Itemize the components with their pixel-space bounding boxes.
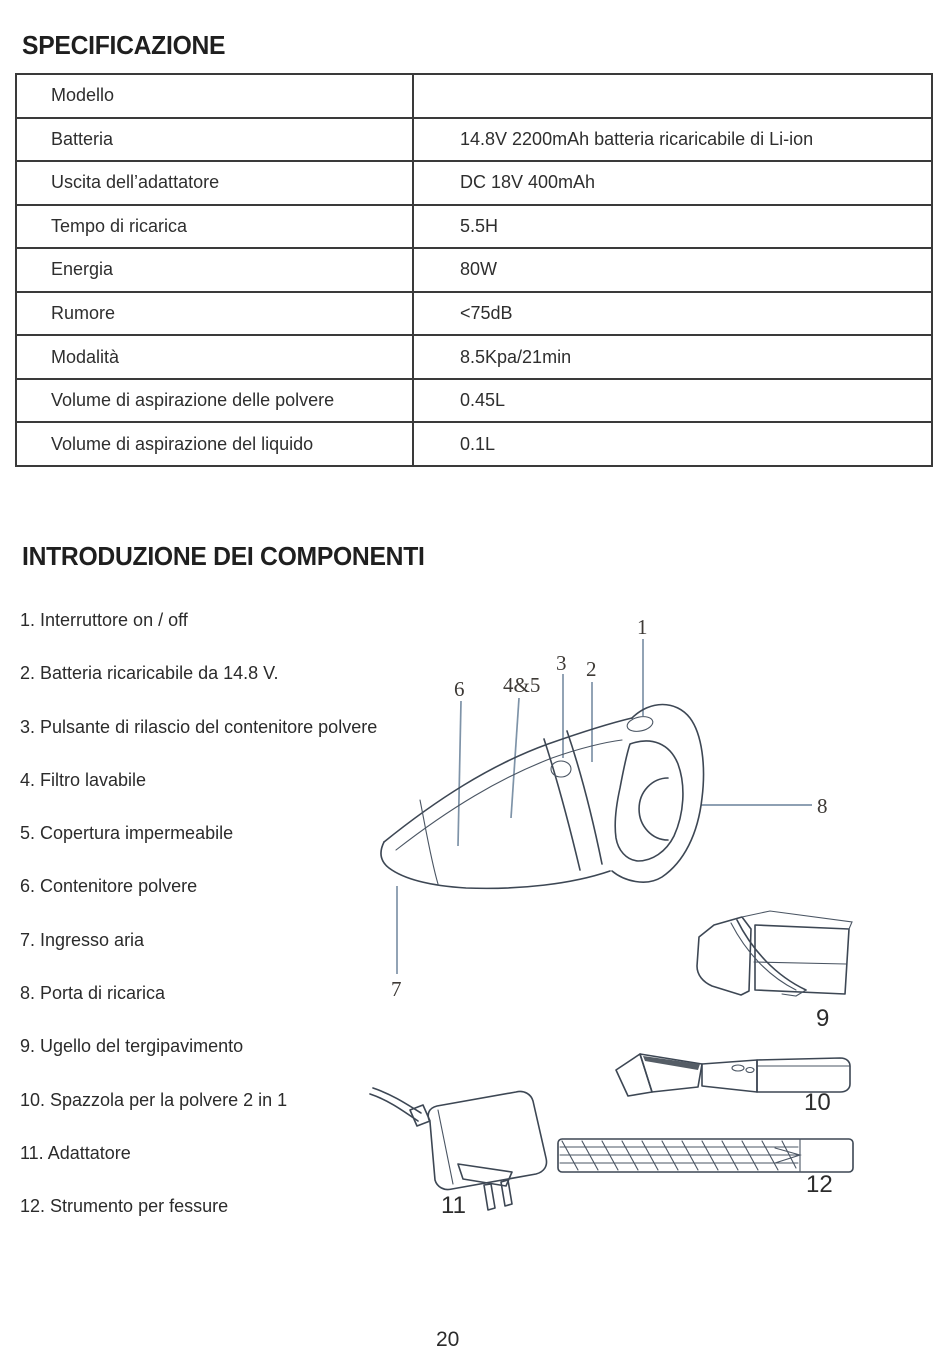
spec-row: [16, 74, 932, 118]
spec-label-cell: Energia: [16, 248, 413, 292]
spec-row: [16, 292, 932, 336]
vacuum-body-outline: [381, 705, 703, 889]
callout-11: 11: [441, 1192, 466, 1219]
spec-value-cell: 0.1L: [413, 422, 932, 466]
component-item: 10. Spazzola per la polvere 2 in 1: [20, 1089, 288, 1110]
spec-value-cell: 0.45L: [413, 379, 932, 423]
power-switch-illustration: [626, 714, 654, 733]
spec-label-cell: Rumore: [16, 292, 413, 336]
callout-12: 12: [806, 1171, 833, 1198]
spec-label-cell: Uscita dell’adattatore: [16, 161, 413, 205]
squeegee-nozzle-illustration: [685, 900, 870, 1012]
component-item: 4. Filtro lavabile: [20, 769, 147, 790]
spec-label-cell: Volume di aspirazione delle polvere: [16, 379, 413, 423]
spec-row: [16, 205, 932, 249]
spec-row: [16, 379, 932, 423]
component-item: 7. Ingresso aria: [20, 929, 145, 950]
callout-4-5: 4&5: [503, 673, 541, 697]
component-item: 6. Contenitore polvere: [20, 876, 198, 897]
callout-8: 8: [817, 794, 828, 818]
components-section-title: INTRODUZIONE DEI COMPONENTI: [22, 541, 425, 571]
callout-6: 6: [454, 677, 465, 701]
component-item: 2. Batteria ricaricabile da 14.8 V.: [20, 663, 279, 684]
spec-row: [16, 422, 932, 466]
component-item: 9. Ugello del tergipavimento: [20, 1036, 244, 1057]
spec-row: [16, 248, 932, 292]
component-item: 1. Interruttore on / off: [20, 610, 188, 630]
spec-table: [15, 73, 933, 467]
spec-value-cell: 5.5H: [413, 205, 932, 249]
component-list: [20, 594, 377, 1234]
page-number: 20: [436, 1328, 460, 1351]
callout-9: 9: [816, 1005, 830, 1032]
spec-label-cell: Modello: [16, 74, 413, 118]
spec-value-cell: 14.8V 2200mAh batteria ricaricabile di Li-ion: [413, 118, 932, 162]
component-item: 12. Strumento per fessure: [20, 1196, 229, 1217]
spec-value-cell: [413, 74, 932, 118]
component-item: 3. Pulsante di rilascio del contenitore polvere: [20, 716, 378, 737]
spec-value-cell: DC 18V 400mAh: [413, 161, 932, 205]
spec-value-cell: <75dB: [413, 292, 932, 336]
spec-value-cell: 80W: [413, 248, 932, 292]
callout-1: 1: [637, 615, 648, 639]
spec-label-cell: Tempo di ricarica: [16, 205, 413, 249]
callout-7: 7: [391, 977, 402, 1001]
component-item: 11. Adattatore: [20, 1142, 131, 1163]
callout-2: 2: [586, 657, 597, 681]
spec-section-title: SPECIFICAZIONE: [22, 30, 226, 60]
spec-row: [16, 118, 932, 162]
component-item: 8. Porta di ricarica: [20, 983, 166, 1004]
callout-3: 3: [556, 651, 567, 675]
spec-value-cell: 8.5Kpa/21min: [413, 335, 932, 379]
callout-10: 10: [804, 1089, 831, 1116]
spec-label-cell: Batteria: [16, 118, 413, 162]
component-item: 5. Copertura impermeabile: [20, 823, 234, 844]
spec-row: [16, 335, 932, 379]
spec-label-cell: Modalità: [16, 335, 413, 379]
spec-label-cell: Volume di aspirazione del liquido: [16, 422, 413, 466]
spec-row: [16, 161, 932, 205]
